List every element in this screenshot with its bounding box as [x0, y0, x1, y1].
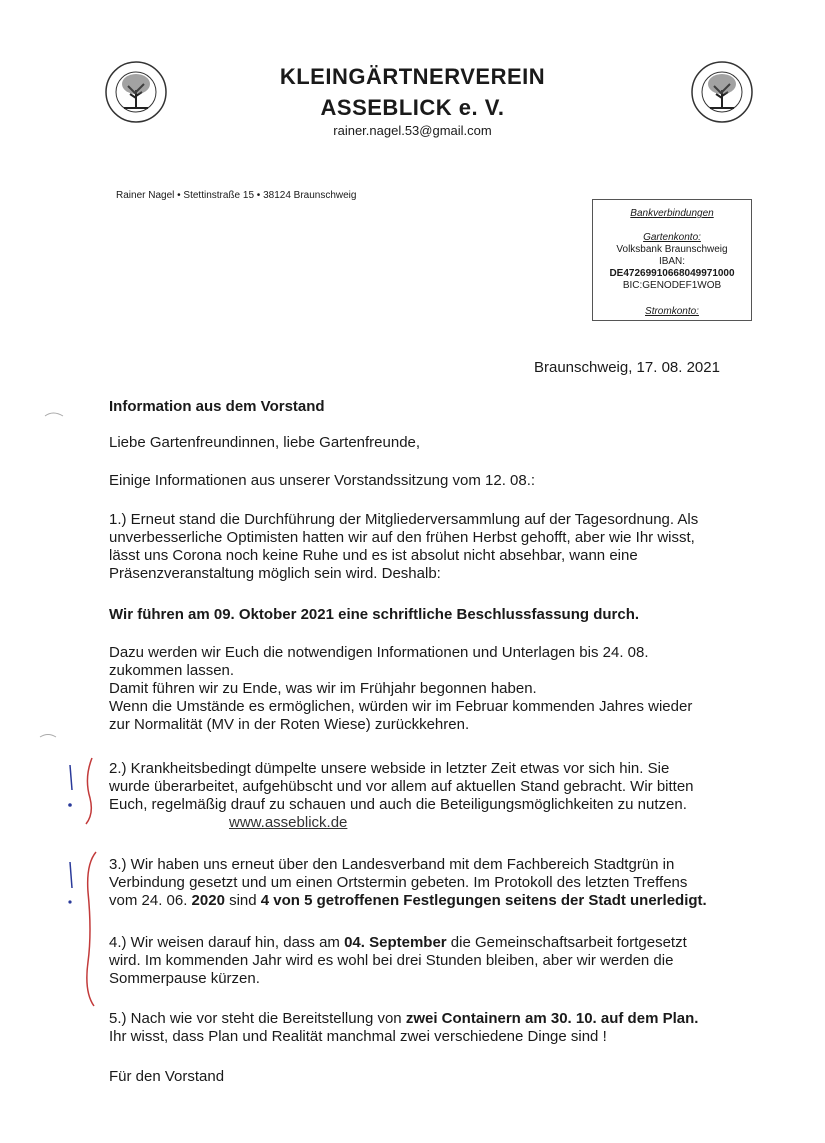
text-line: Wenn die Umstände es ermöglichen, würden wir im Februar kommenden Jahres wieder — [109, 698, 693, 715]
letter-date: Braunschweig, 17. 08. 2021 — [534, 359, 720, 376]
pen-dot-icon — [68, 803, 72, 807]
bank-cut-text: Stromkonto: — [645, 306, 699, 317]
text-line: 5.) Nach wie vor steht die Bereitstellung von zwei Containern am 30. 10. auf dem Plan. — [109, 1010, 699, 1027]
pen-stroke-icon — [70, 862, 72, 888]
intro-line: Einige Informationen aus unserer Vorstandssitzung vom 12. 08.: — [109, 472, 536, 489]
iban-label: IBAN: — [658, 256, 686, 267]
bank-subheading: Gartenkonto: — [643, 232, 701, 243]
bank-heading: Bankverbindungen — [630, 208, 714, 219]
iban-value: DE47269910668049971000 — [609, 268, 735, 279]
text-line: Ihr wisst, dass Plan und Realität manchmal zwei verschiedene Dinge sind ! — [109, 1028, 607, 1045]
club-name-line2: ASSEBLICK e. V. — [320, 95, 505, 120]
text-line: unverbesserliche Optimisten hatten wir auf den frühen Herbst gehofft, aber wie Ihr wisst, — [109, 529, 695, 546]
text-line: 4.) Wir weisen darauf hin, dass am 04. September die Gemeinschaftsarbeit fortgesetzt — [109, 934, 687, 951]
text-line: 3.) Wir haben uns erneut über den Landesverband mit dem Fachbereich Stadtgrün in — [109, 856, 675, 873]
letter-subject: Information aus dem Vorstand — [109, 398, 325, 415]
scan-mark-icon — [45, 413, 63, 416]
pen-dot-icon — [68, 900, 71, 903]
scan-mark-icon — [40, 735, 56, 738]
text-line: vom 24. 06. 2020 sind 4 von 5 getroffenen Festlegungen seitens der Stadt unerledigt. — [109, 892, 707, 909]
text-line: wird. Im kommenden Jahr wird es wohl bei drei Stunden bleiben, aber wir werden die — [109, 952, 674, 969]
text-line: Damit führen wir zu Ende, was wir im Frühjahr begonnen haben. — [109, 680, 537, 697]
bic-value: BIC:GENODEF1WOB — [622, 280, 722, 291]
red-bracket-icon — [86, 758, 92, 824]
header-email: rainer.nagel.53@gmail.com — [333, 123, 492, 138]
text-line: zukommen lassen. — [109, 662, 235, 679]
text-line: lässt uns Corona noch keine Ruhe und es ist absolut nicht absehbar, wann eine — [109, 547, 638, 564]
closing-line: Für den Vorstand — [109, 1068, 225, 1085]
decision-announcement: Wir führen am 09. Oktober 2021 eine schriftliche Beschlussfassung durch. — [109, 606, 640, 623]
text-line: Präsenzveranstaltung möglich sein wird. Deshalb: — [109, 565, 441, 582]
bank-name: Volksbank Braunschweig — [616, 244, 728, 255]
red-bracket-icon — [87, 852, 96, 1006]
text-line: wurde überarbeitet, aufgehübscht und vor allem auf aktuellen Stand gebracht. Wir bitten — [109, 778, 694, 795]
text-line: Verbindung gesetzt und um einen Ortstermin gebeten. Im Protokoll des letzten Treffens — [109, 874, 688, 891]
sender-address: Rainer Nagel • Stettinstraße 15 • 38124 Braunschweig — [116, 190, 357, 201]
text-line: 1.) Erneut stand die Durchführung der Mitgliederversammlung auf der Tagesordnung. Als — [109, 511, 699, 528]
text-line: 2.) Krankheitsbedingt dümpelte unsere webside in letzter Zeit etwas vor sich hin. Sie — [109, 760, 670, 777]
text-line: Dazu werden wir Euch die notwendigen Informationen und Unterlagen bis 24. 08. — [109, 644, 649, 661]
greeting: Liebe Gartenfreundinnen, liebe Gartenfreunde, — [109, 434, 421, 451]
text-line: zur Normalität (MV in der Roten Wiese) zurückkehren. — [109, 716, 470, 733]
club-name-line1: KLEINGÄRTNERVEREIN — [279, 64, 546, 89]
website-link[interactable]: www.asseblick.de — [229, 814, 348, 831]
text-line: Euch, regelmäßig drauf zu schauen und auch die Beteiligungsmöglichkeiten zu nutzen. — [109, 796, 687, 813]
text-line: Sommerpause kürzen. — [109, 970, 260, 987]
pen-stroke-icon — [70, 765, 72, 790]
